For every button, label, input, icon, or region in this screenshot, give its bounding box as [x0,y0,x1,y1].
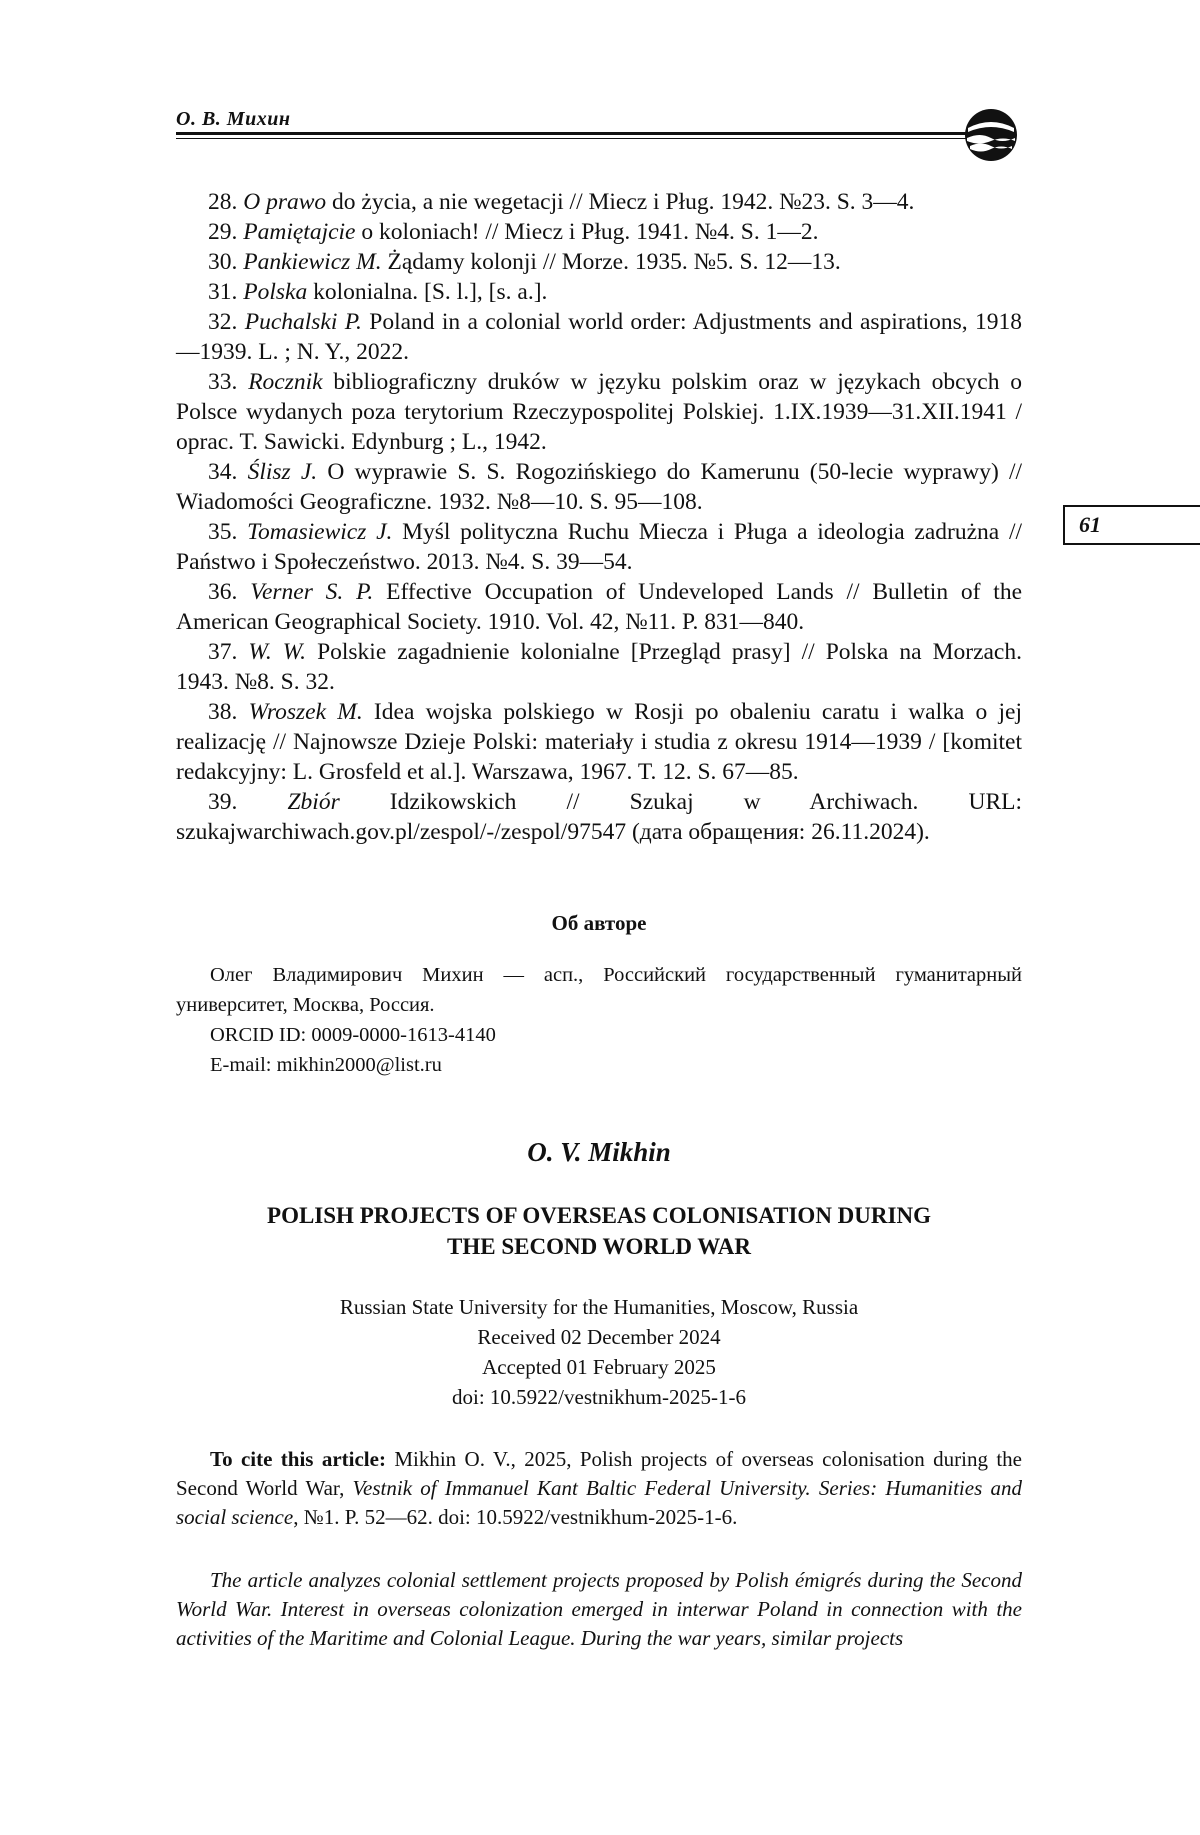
reference-item [176,187,1022,217]
citation-block [176,1445,1022,1532]
reference-author: Tomasiewicz J. [247,519,393,545]
reference-item [176,577,1022,637]
reference-item [176,787,1022,847]
reference-author: Pamiętajcie [243,219,356,245]
reference-item [176,307,1022,367]
author-email: E-mail: mikhin2000@list.ru [210,1054,442,1076]
about-author-heading: Об авторе [551,911,647,935]
reference-number: 35. [208,519,238,545]
reference-number: 38. [208,699,238,725]
reference-author: Rocznik [248,369,323,395]
english-title-line: POLISH PROJECTS OF OVERSEAS COLONISATION DURING [267,1203,931,1228]
reference-author: Puchalski P. [244,309,362,335]
header-rule-thick [176,132,972,135]
reference-number: 33. [208,369,238,395]
reference-text: Myśl polityczna Ruchu Miecza i Pługa a ideologia zadrużna // Państwo i Społeczeństwo. 2013. №4. S. 39—54. [176,519,1023,575]
reference-number: 29. [208,219,238,245]
citation-label: To cite this article: [210,1447,386,1471]
reference-number: 34. [208,459,238,485]
header-rule-thin [176,138,972,139]
about-author-block [176,960,1022,1080]
reference-number: 36. [208,579,238,605]
reference-number: 37. [208,639,238,665]
reference-text: kolonialna. [S. l.], [s. a.]. [307,279,548,305]
reference-item [176,367,1022,457]
reference-item [176,637,1022,697]
author-bio: Олег Владимирович Михин — асп., Российский государственный гуманитарный университет, Москва, Россия. [176,964,1022,1016]
running-header [176,108,996,158]
reference-item [176,697,1022,787]
page-number-tab [1063,505,1200,545]
reference-list [176,187,1022,847]
reference-number: 32. [208,309,238,335]
received-date: Received 02 December 2024 [477,1325,721,1349]
english-title [176,1200,1022,1262]
reference-item [176,277,1022,307]
reference-text: O wyprawie S. S. Rogozińskiego do Kamerunu (50-lecie wyprawy) // Wiadomości Geograficzne. 1932. №8—10. S. 95—108. [176,459,1023,515]
reference-text: Effective Occupation of Undeveloped Lands // Bulletin of the American Geographical Society. 1910. Vol. 42, №11. P. 831—840. [176,579,1022,635]
page-number: 61 [1079,512,1101,537]
reference-author: Zbiór [287,789,340,815]
reference-author: W. W. [248,639,307,665]
article-doi: doi: 10.5922/vestnikhum-2025-1-6 [452,1385,746,1409]
reference-author: Wroszek M. [248,699,363,725]
reference-text: do życia, a nie wegetacji // Miecz i Pług. 1942. №23. S. 3—4. [326,189,915,215]
author-orcid: ORCID ID: 0009-0000-1613-4140 [210,1024,496,1046]
citation-text: Mikhin O. V., 2025, Polish projects of overseas colonisation during the Second World War, [176,1447,1022,1500]
reference-text: Polskie zagadnienie kolonialne [Przegląd prasy] // Polska na Morzach. 1943. №8. S. 32. [176,639,1022,695]
reference-number: 31. [208,279,238,305]
reference-number: 39. [208,789,238,815]
reference-text: Żądamy kolonji // Morze. 1935. №5. S. 12—13. [381,249,841,275]
citation-text-end: , №1. P. 52—62. doi: 10.5922/vestnikhum-2025-1-6. [293,1505,738,1529]
reference-number: 30. [208,249,238,275]
reference-text: o koloniach! // Miecz i Pług. 1941. №4. S. 1—2. [355,219,819,245]
reference-text: Poland in a colonial world order: Adjustments and aspirations, 1918—1939. L. ; N. Y., 2022. [176,309,1022,365]
reference-author: Verner S. P. [250,579,374,605]
reference-item [176,247,1022,277]
journal-wave-logo-icon [962,106,1020,164]
reference-author: Ślisz J. [247,459,318,485]
citation-journal: Vestnik of Immanuel Kant Baltic Federal University. Series: Humanities and social science [176,1476,1022,1529]
reference-item [176,517,1022,577]
english-article-meta [176,1292,1022,1412]
reference-author: Polska [243,279,308,305]
reference-number: 28. [208,189,238,215]
affiliation: Russian State University for the Humanities, Moscow, Russia [339,1295,859,1319]
reference-text: Idzikowskich // Szukaj w Archiwach. URL: szukajwarchiwach.gov.pl/zespol/-/zespol/97547 (дата обращения: 26.11.2024). [176,789,1023,845]
reference-text: Idea wojska polskiego w Rosji po obaleniu caratu i walka o jej realizację // Najnowsze Dzieje Polski: materiały i studia z okresu 1914—1939 / [komitet redakcyjny: L. Grosfeld et al.]. Warszawa, 1967. T. 12. S. 67—85. [176,699,1022,785]
accepted-date: Accepted 01 February 2025 [482,1355,716,1379]
reference-author: Pankiewicz M. [243,249,382,275]
running-header-author: О. В. Михин [176,108,291,130]
reference-item [176,457,1022,517]
reference-item [176,217,1022,247]
english-author: O. V. Mikhin [527,1137,671,1167]
english-title-line: THE SECOND WORLD WAR [447,1234,751,1259]
reference-author: O prawo [243,189,327,215]
reference-text: bibliograficzny druków w języku polskim oraz w językach obcych o Polsce wydanych poza terytorium Rzeczypospolitej Polskiej. 1.IX.1939—31.XII.1941 / oprac. T. Sawicki. Edynburg ; L., 1942. [176,369,1023,455]
abstract-text: The article analyzes colonial settlement projects proposed by Polish émigrés during the Second World War. Interest in overseas colonization emerged in interwar Poland in connection with the activities of the Maritime and Colonial League. During the war years, similar projects [176,1568,1022,1650]
